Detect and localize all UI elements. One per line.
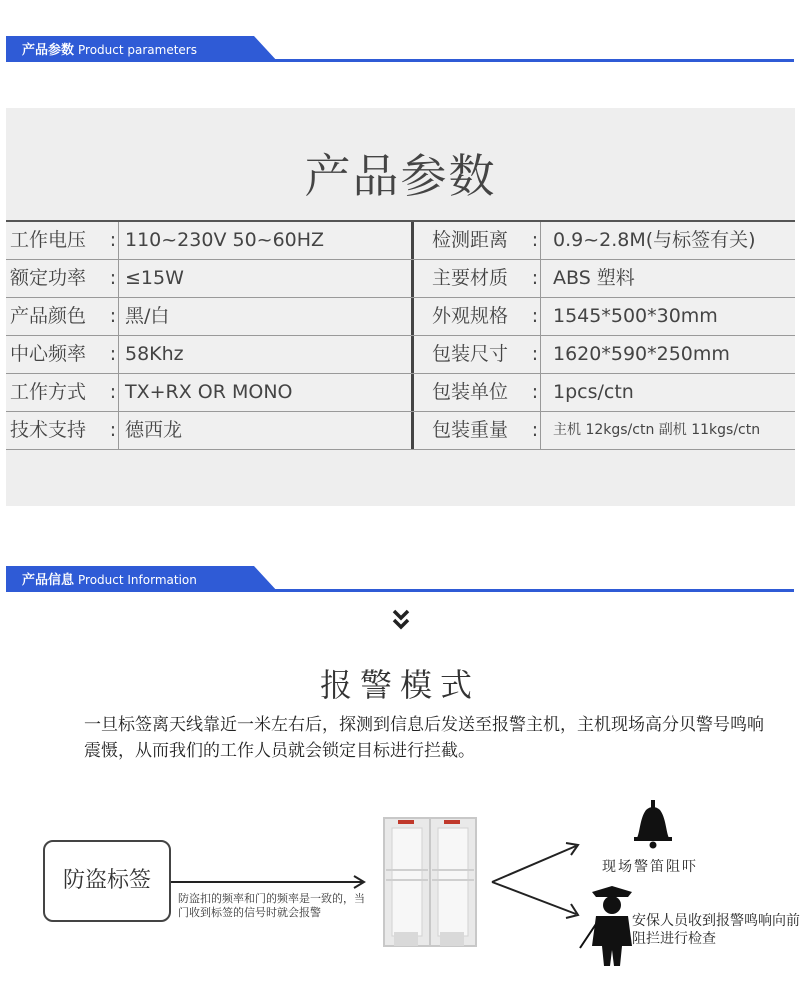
siren-label: 现场警笛阻吓 xyxy=(602,859,698,875)
param-label-right: 包装单位 xyxy=(432,381,509,403)
param-value-right: 1pcs/ctn xyxy=(540,374,795,411)
param-colon: : xyxy=(109,305,117,327)
param-label: 中心频率 xyxy=(10,343,87,365)
section-title-en: Product parameters xyxy=(78,43,197,57)
param-colon: : xyxy=(531,305,539,327)
param-value-right: 1545*500*30mm xyxy=(540,298,795,335)
param-colon: : xyxy=(109,343,117,365)
param-colon: : xyxy=(109,229,117,251)
param-label: 额定功率 xyxy=(10,267,87,289)
alarm-description: 一旦标签离天线靠近一米左右后，探测到信息后发送至报警主机，主机现场高分贝警号鸣响震慑，从而我们的工作人员就会锁定目标进行拦截。 xyxy=(84,715,764,761)
param-value-right: 0.9~2.8M(与标签有关) xyxy=(540,222,795,259)
param-value: ≤15W xyxy=(118,260,411,297)
param-label: 产品颜色 xyxy=(10,305,87,327)
param-colon: : xyxy=(109,419,117,441)
param-label-right: 外观规格 xyxy=(432,305,509,327)
param-value-right: 主机 12kgs/ctn 副机 11kgs/ctn xyxy=(540,412,795,449)
param-value: 58Khz xyxy=(118,336,411,373)
param-label: 工作电压 xyxy=(10,229,87,251)
param-value: 黑/白 xyxy=(118,298,411,335)
param-label-right: 检测距离 xyxy=(432,229,509,251)
arrow-gate-to-bell xyxy=(492,843,578,882)
param-label: 技术支持 xyxy=(10,419,87,441)
param-colon: : xyxy=(109,381,117,403)
param-label: 工作方式 xyxy=(10,381,87,403)
frequency-note: 防盗扣的频率和门的频率是一致的，当门收到标签的信号时就会报警 xyxy=(178,892,365,919)
param-label-right: 包装重量 xyxy=(432,419,509,441)
param-value-right: ABS 塑料 xyxy=(540,260,795,297)
security-guard-icon xyxy=(580,886,632,966)
param-colon: : xyxy=(109,267,117,289)
param-colon: : xyxy=(531,343,539,365)
bell-icon xyxy=(634,800,672,849)
panel-title: 产品参数 xyxy=(304,149,497,203)
anti-theft-tag-box: 防盗标签 xyxy=(43,840,171,922)
alarm-mode-title: 报警模式 xyxy=(319,666,480,704)
param-label-right: 主要材质 xyxy=(432,267,509,289)
param-value: TX+RX OR MONO xyxy=(118,374,411,411)
param-colon: : xyxy=(531,267,539,289)
eas-antenna-gate xyxy=(384,818,476,946)
arrow-gate-to-guard xyxy=(492,882,578,918)
section-title-en: Product Information xyxy=(78,573,197,587)
param-colon: : xyxy=(531,229,539,251)
section-title-cn: 产品信息 xyxy=(22,573,75,588)
guard-label: 安保人员收到报警鸣响向前阻拦进行检查 xyxy=(632,913,800,947)
param-colon: : xyxy=(531,419,539,441)
section-title-cn: 产品参数 xyxy=(22,43,75,58)
param-colon: : xyxy=(531,381,539,403)
param-value: 110~230V 50~60HZ xyxy=(118,222,411,259)
arrow-tag-to-gate xyxy=(168,876,364,888)
param-value-right: 1620*590*250mm xyxy=(540,336,795,373)
param-value: 德西龙 xyxy=(118,412,411,449)
param-label-right: 包装尺寸 xyxy=(432,343,509,365)
